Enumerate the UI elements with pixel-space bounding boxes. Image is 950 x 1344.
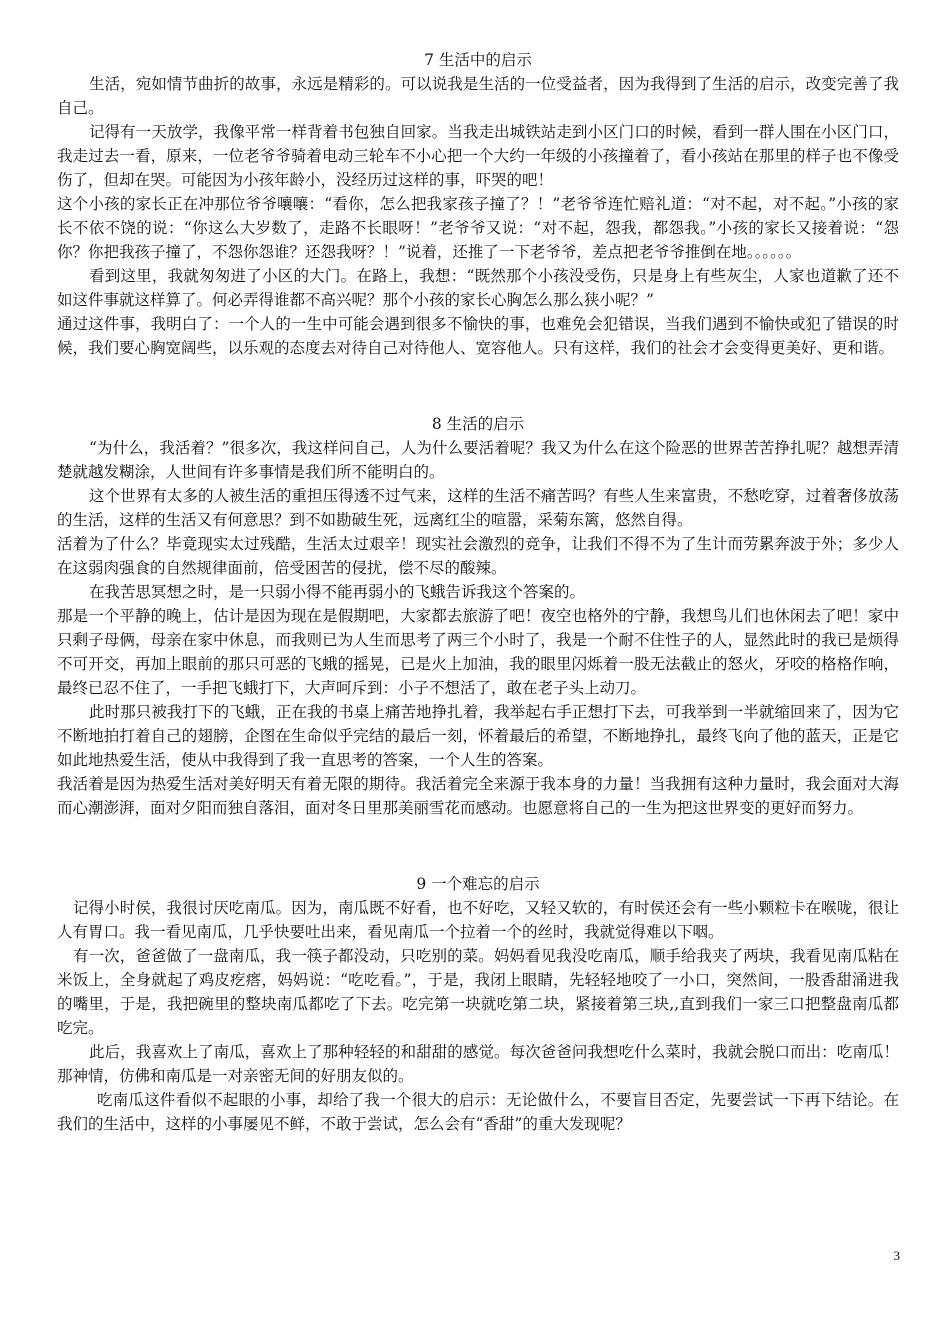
paragraph: 吃南瓜这件看似不起眼的小事，却给了我一个很大的启示：无论做什么，不要盲目否定，先要尝试一下再下结论。在我们的生活中，这样的小事屡见不鲜，不敢于尝试，怎么会有“香甜”的重大发现呢？ bbox=[57, 1091, 899, 1133]
page-number: 3 bbox=[893, 1248, 900, 1263]
paragraph: 有一次，爸爸做了一盘南瓜，我一筷子都没动，只吃别的菜。妈妈看见我没吃南瓜，顺手给我夹了两块，我看见南瓜粘在米饭上，全身就起了鸡皮疙瘩，妈妈说：“吃吃看。”，于是，我闭上眼睛，先轻轻地咬了一小口，突然间，一股香甜涌进我的嘴里，于是，我把碗里的整块南瓜都吃了下去。吃完第一块就吃第二块，紧接着第三块,,直到我们一家三口把整盘南瓜都吃完。 bbox=[57, 947, 899, 1037]
paragraph: 活着为了什么？毕竟现实太过残酷，生活太过艰辛！现实社会激烈的竞争，让我们不得不为了生计而劳累奔波于外；多少人在这弱肉强食的自然规律面前，倍受困苦的侵扰，偿不尽的酸辣。 bbox=[57, 535, 899, 577]
paragraph: 记得小时侯，我很讨厌吃南瓜。因为，南瓜既不好看，也不好吃，又轻又软的，有时侯还会有一些小颗粒卡在喉咙，很让人有胃口。我一看见南瓜，几乎快要吐出来，看见南瓜一个拉着一个的丝时，我就觉得难以下咽。 bbox=[57, 899, 899, 941]
paragraph: “为什么，我活着？”很多次，我这样问自己，人为什么要活着呢？我又为什么在这个险恶的世界苦苦挣扎呢？越想弄清楚就越发糊涂，人世间有许多事情是我们所不能明白的。 bbox=[57, 439, 899, 481]
paragraph: 此后，我喜欢上了南瓜，喜欢上了那种轻轻的和甜甜的感觉。每次爸爸问我想吃什么菜时，我就会脱口而出：吃南瓜！那神情，仿佛和南瓜是一对亲密无间的好朋友似的。 bbox=[57, 1043, 899, 1085]
essay-8 bbox=[57, 412, 899, 820]
paragraph: 我活着是因为热爱生活对美好明天有着无限的期待。我活着完全来源于我本身的力量！当我拥有这种力量时，我会面对大海而心潮澎湃，面对夕阳而独自落泪，面对冬日里那美丽雪花而感动。也愿意将自己的一生为把这世界变的更好而努力。 bbox=[57, 775, 899, 817]
section-spacer bbox=[57, 360, 899, 412]
paragraph: 看到这里，我就匆匆进了小区的大门。在路上，我想：“既然那个小孩没受伤，只是身上有些灰尘，人家也道歉了还不如这件事就这样算了。何必弄得谁都不高兴呢？那个小孩的家长心胸怎么那么狭小呢？” bbox=[57, 267, 899, 309]
paragraph: 记得有一天放学，我像平常一样背着书包独自回家。当我走出城铁站走到小区门口的时候，看到一群人围在小区门口，我走过去一看，原来，一位老爷爷骑着电动三轮车不小心把一个大约一年级的小孩撞着了，看小孩站在那里的样子也不像受伤了，但却在哭。可能因为小孩年龄小，没经历过这样的事，吓哭的吧！ bbox=[57, 123, 899, 189]
essay-title: 7 生活中的启示 bbox=[424, 51, 532, 69]
essay-title: 9 一个难忘的启示 bbox=[416, 875, 540, 893]
paragraph: 在我苦思冥想之时，是一只弱小得不能再弱小的飞蛾告诉我这个答案的。 bbox=[89, 583, 586, 601]
paragraph: 通过这件事，我明白了：一个人的一生中可能会遇到很多不愉快的事，也难免会犯错误，当我们遇到不愉快或犯了错误的时候，我们要心胸宽阔些，以乐观的态度去对待自己对待他人、宽容他人。只有这样，我们的社会才会变得更美好、更和谐。 bbox=[57, 315, 899, 357]
paragraph: 那是一个平静的晚上，估计是因为现在是假期吧，大家都去旅游了吧！夜空也格外的宁静，我想鸟儿们也休闲去了吧！家中只剩子母俩，母亲在家中休息，而我则已为人生而思考了两三个小时了，我是一个耐不住性子的人，显然此时的我已是烦得不可开交，再加上眼前的那只可恶的飞蛾的摇晃，已是火上加油，我的眼里闪烁着一股无法截止的怒火，牙咬的格格作响，最终已忍不住了，一手把飞蛾打下，大声呵斥到：小子不想活了，敢在老子头上动刀。 bbox=[57, 607, 899, 697]
paragraph: 这个小孩的家长正在冲那位爷爷嚷嚷：“看你，怎么把我家孩子撞了？！”老爷爷连忙赔礼道：“对不起，对不起。”小孩的家长不依不饶的说：“你这么大岁数了，走路不长眼呀！”老爷爷又说：“对不起，怨我，都怨我。”小孩的家长又接着说：“怨你？你把我孩子撞了，不怨你怨谁？还怨我呀？！”说着，还推了一下老爷爷，差点把老爷爷推倒在地。。。。。。 bbox=[57, 195, 899, 261]
paragraph: 这个世界有太多的人被生活的重担压得透不过气来，这样的生活不痛苦吗？有些人生来富贵，不愁吃穿，过着奢侈放荡的生活，这样的生活又有何意思？到不如勘破生死，远离红尘的喧嚣，采菊东篱，悠然自得。 bbox=[57, 487, 899, 529]
section-spacer bbox=[57, 820, 899, 872]
paragraph: 生活，宛如情节曲折的故事，永远是精彩的。可以说我是生活的一位受益者，因为我得到了生活的启示，改变完善了我自己。 bbox=[57, 75, 899, 117]
essay-7 bbox=[57, 48, 899, 360]
document-page bbox=[57, 48, 899, 1136]
essay-title: 8 生活的启示 bbox=[431, 415, 525, 433]
paragraph: 此时那只被我打下的飞蛾，正在我的书桌上痛苦地挣扎着，我举起右手正想打下去，可我举到一半就缩回来了，因为它不断地拍打着自己的翅膀，企图在生命似乎完结的最后一刻，怀着最后的希望，不断地挣扎，最终飞向了他的蓝天，正是它如此地热爱生活，使从中我得到了我一直思考的答案，一个人生的答案。 bbox=[57, 703, 899, 769]
essay-9 bbox=[57, 872, 899, 1136]
